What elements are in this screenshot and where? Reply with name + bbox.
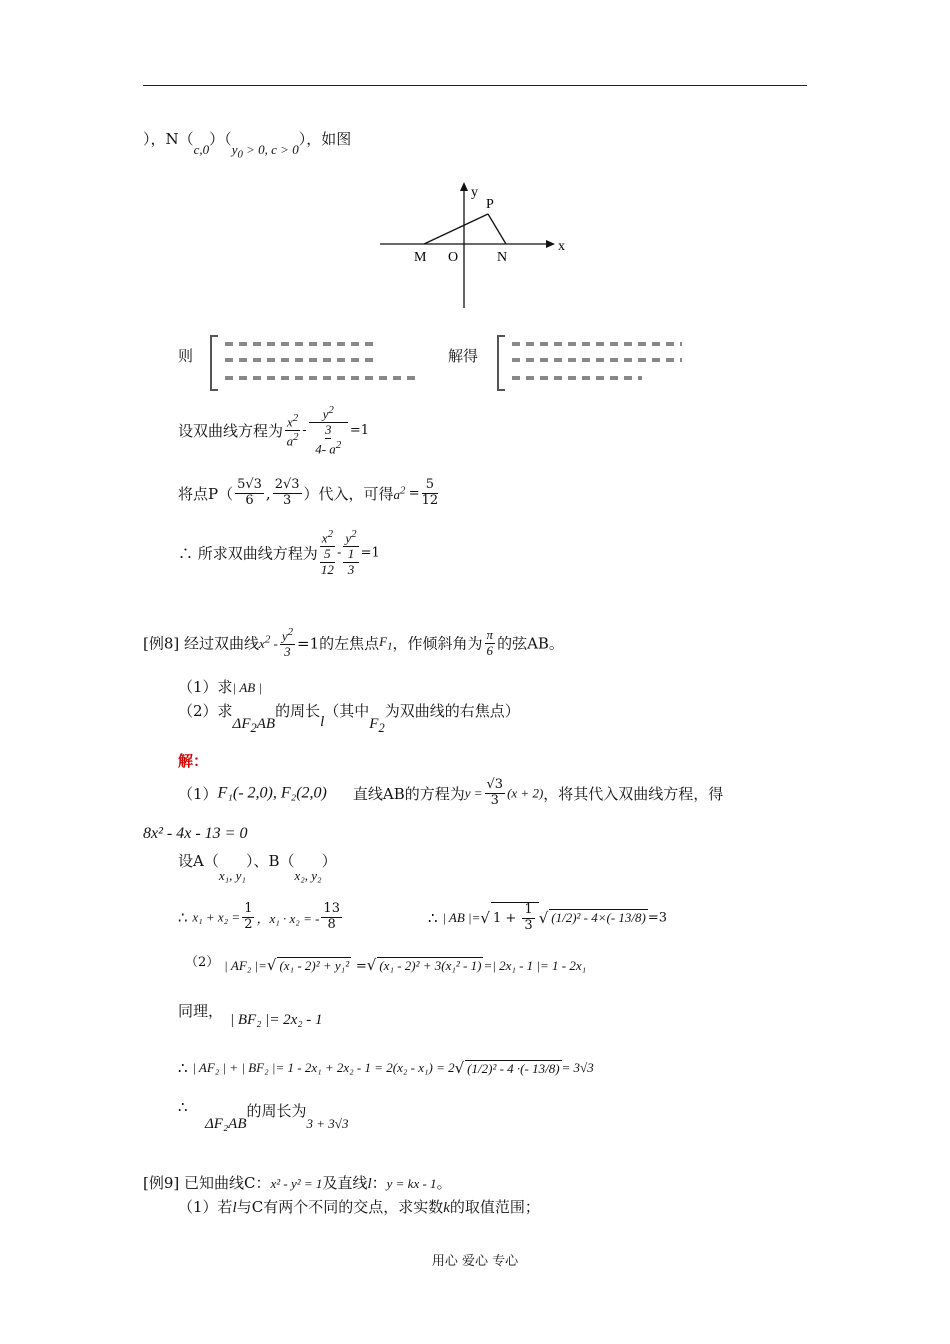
math-y0: y (231, 142, 238, 157)
x-axis-arrow (546, 240, 555, 248)
label-jiede: 解得 (448, 347, 479, 365)
fraction-2sqrt3-3: $\frac{2√3}{3}$ (274, 477, 300, 508)
text-segment: ），N（ (143, 130, 194, 148)
vieta-line: ∴ x₁ + x₂ = $\frac{1}{2}$ ，x₁ · x₂ = - $\frac{13}{8}$ (178, 901, 340, 932)
example9-statement: [例9] 已知曲线C：x² - y² = 1及直线l：y = kx - 1。 (143, 1174, 452, 1192)
text-segment: ∴ 所求双曲线方程为 (178, 544, 318, 563)
blurred-equation (512, 376, 642, 380)
bf2-expression: | BF₂ |= 2x₂ - 1 (230, 1012, 323, 1028)
coordinate-figure (375, 178, 575, 313)
y-label: y (471, 185, 478, 200)
fraction-y2-1-3: $y^2$ 1 3 (345, 528, 357, 578)
segment-pn (488, 214, 506, 244)
label-ze: 则 (178, 347, 194, 365)
solution-heading: 解： (178, 752, 209, 770)
math-n-coord: c,0 (193, 142, 210, 157)
blurred-equation (512, 342, 682, 346)
fraction-y2-denominator: $y^2$ 3 4- $a^2$ (309, 404, 348, 457)
fraction-sqrt3-3: $\frac{√3}{3}$ (486, 777, 504, 808)
line-continuation (143, 128, 352, 161)
fraction-x2-a2: $\frac{x^2}{a^2}$ (286, 411, 299, 449)
example-label: [例8] 经过双曲线 (143, 634, 260, 653)
example9-question1: （1）若l与C有两个不同的交点，求实数k的取值范围； (178, 1198, 540, 1216)
blurred-equation (225, 358, 375, 362)
blurred-equation (225, 376, 415, 380)
text-segment: ），如图 (298, 130, 352, 148)
set-points-line: 设A（x₁, y₁）、B（x₂, y₂） (178, 852, 337, 883)
text-segment: ）代入，可得 (303, 484, 394, 503)
solution-step1: （1）F₁(- 2,0), F₂(2,0) 直线AB的方程为y = $\frac{√3}{3}$ (x + 2)，将其代入双曲线方程，得 (178, 777, 724, 808)
page-footer: 用心 爱心 专心 (431, 1254, 519, 1269)
text-segment: 设双曲线方程为 (178, 422, 284, 441)
text-segment: ）（ (209, 130, 232, 148)
p-label: P (486, 197, 494, 212)
fraction-x2-5-12: $x^2$ 5 12 (320, 528, 334, 578)
o-label: O (448, 250, 459, 265)
fraction-y2-3: $\frac{y^2}{3}$ (281, 626, 294, 660)
header-rule (143, 85, 807, 86)
fraction-pi-6: $\frac{\pi}{6}$ (486, 626, 494, 658)
y-axis-arrow (460, 182, 468, 191)
system-bracket-right (497, 335, 505, 391)
example8-question2: （2）求$\Delta F_2AB$的周长l（其中$F_2$为双曲线的右焦点） (178, 702, 520, 735)
example8-statement: [例8] 经过双曲线$x^2$ - $\frac{y^2}{3}$ =1的左焦点$F_1$，作倾斜角为 $\frac{\pi}{6}$ 的弦AB。 (143, 626, 564, 660)
chord-length-line: ∴ | AB |=√ 1 + $\frac{1}{3}$ √ (1/2)² - 4×(- 13/8) =3 (428, 902, 668, 933)
math-condition: > 0, c > 0 (242, 142, 299, 157)
blurred-equation (225, 342, 375, 346)
quadratic-equation: 8x² - 4x - 13 = 0 (143, 825, 248, 842)
minus-sign: - (302, 423, 307, 439)
same-reason-line: 同理， (178, 1002, 224, 1020)
segment-mp (424, 214, 488, 244)
x-label: x (558, 239, 565, 254)
example8-question1: （1）求| AB | (178, 678, 263, 696)
fraction-5-12: $\frac{5}{12}$ (421, 477, 439, 508)
perimeter-result-line: ∴ (178, 1098, 188, 1116)
fraction-5sqrt3-6: $\frac{5√3}{6}$ (237, 477, 262, 508)
focus-coordinates: F₁(- 2,0), F₂(2,0) (217, 784, 327, 802)
perimeter-sum-line: ∴ | AF₂ | + | BF₂ |= 1 - 2x₁ + 2x₂ - 1 = 2(x₂ - x₁) = 2√ (1/2)² - 4 ·(- 13/8) = 3√3 (178, 1059, 594, 1077)
step2-line: （2） | AF₂ |=√ (x₁ - 2)² + y₁² =√ (x₁ - 2)² + 3(x₁² - 1) =| 2x₁ - 1 |= 1 - 2x₁ (185, 955, 587, 974)
text-segment: =1的左焦点 (297, 634, 380, 653)
n-label: N (497, 250, 508, 265)
point-substitution-line: 将点P（ $\frac{5√3}{6}$ , $\frac{2√3}{3}$ ）代入，可得$a^2$ = $\frac{5}{12}$ (178, 477, 439, 508)
blurred-equation (512, 358, 682, 362)
m-label: M (414, 250, 427, 265)
system-bracket-left (210, 335, 218, 391)
equals-one: =1 (349, 423, 369, 439)
text-segment: 将点P（ (178, 484, 234, 503)
perimeter-result: ΔF₂AB的周长为3 + 3√3 (205, 1102, 349, 1132)
hyperbola-equation-line (178, 404, 369, 457)
answer-equation-line: ∴ 所求双曲线方程为 $x^2$ 5 12 - $y^2$ 1 3 =1 (178, 528, 380, 578)
math-sub: 0 (237, 148, 243, 161)
